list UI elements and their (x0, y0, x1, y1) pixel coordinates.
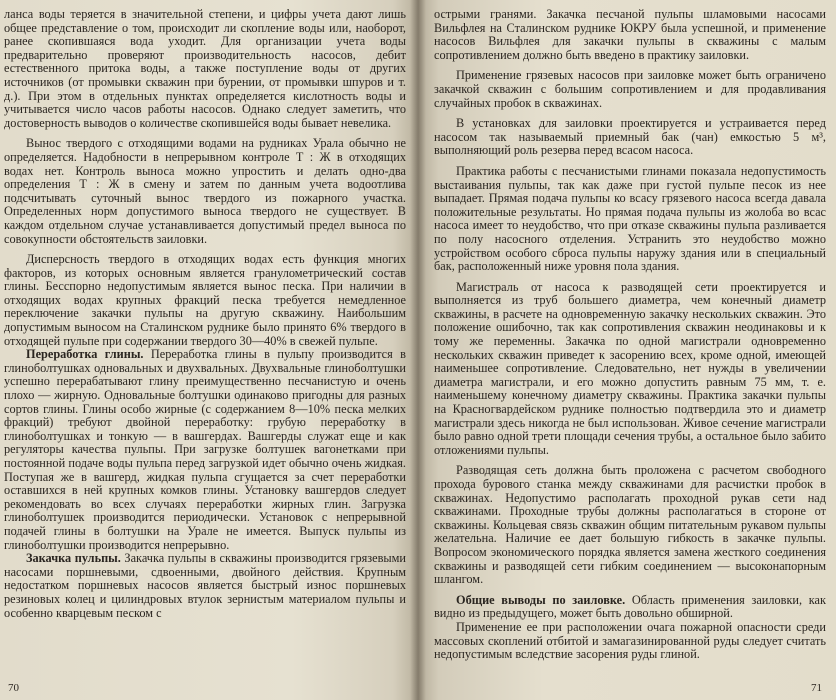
paragraph: Вынос твердого с отходящими водами на рудниках Урала обычно не определяется. Надобности в непрерывном контроле Т : Ж в отходящих водах нет. Контроль выноса можно упростить и делать одно-два определения Т : Ж в смену и затем по данным учета водоотлива подсчитывать суточный вынос твердого из пожарного участка. Определенных норм допустимого выноса твердого не существует. В каждом отдельном случае устанавливается допустимый предел выноса по совокупности обстоятельств заиловки. (4, 136, 406, 246)
paragraph: ланса воды теряется в значительной степени, и цифры учета дают лишь общее представление о том, происходит ли скопление воды или, наоборот, ранее скопившаяся вода уходит. Для организации учета воды предварительно проверяют производительность насосов, дебит естественного притока воды, а также поступление воды от других источников (от промывки скважин при бурении, от промывки шпуров и т. д.). При этом в отдельных пунктах определяется кислотность воды и учитывается число часов работы насосов. Однако следует заметить, что достоверность выводов о количестве скопившейся воды бывает невелика. (4, 7, 406, 130)
paragraph: В установках для заиловки проектируется и устраивается перед насосом так называемый приемный бак (чан) емкостью 5 м³, выполняющий роль резерва перед всасом насоса. (434, 116, 826, 158)
run-in-heading: Общие выводы по заиловке. (456, 592, 626, 607)
page-number: 70 (8, 682, 19, 694)
paragraph: острыми гранями. Закачка песчаной пульпы шламовыми насосами Вильфлея на Сталинском руднике ЮКРУ была успешной, и применение насосов Вильфлея для закачки пульпы в скважины с малым сопротивлением должно быть введено в практику заиловки. (434, 7, 826, 62)
run-in-heading: Закачка пульпы. (26, 551, 121, 566)
paragraph: Применение ее при расположении очага пожарной опасности среди массовых скоплений отбитой и замагазинированной руды следует считать недопустимым вследствие засорения руды глиной. (434, 619, 826, 662)
paragraph: Дисперсность твердого в отходящих водах есть функция многих факторов, из которых основным является гранулометрический состав глины. Бесспорно недопустимым является вынос песка. При наличии в отходящих водах крупных фракций песка требуется немедленное переключение закачки пульпы на другую скважину. Наибольшим допустимым выносом на Сталинском руднике было принято 6% твердого в отходящей пульпе при содержании твердого 30—40% в свежей пульпе. (4, 252, 406, 348)
left-page-text (4, 8, 406, 620)
paragraph: Переработка глины. Переработка глины в пульпу производится в глиноболтушках одновальных и двухвальных. Двухвальные глиноболтушки успешно перерабатывают глину преимущественно песчанистую и очень плохо — жирную. Одновальные болтушки одинаково пригодны для разных сортов глины. Глины особо жирные (с содержанием 8—10% песка мелких фракций) требуют двойной переработку: грубую переработку в глиноболтушках и тонкую — в вашгердах. Вашгерды служат еще и как регуляторы качества пульпы. При загрузке болтушек вагонетками при постоянной подаче воды пульпа перед загрузкой идет обычно очень жидкая. Поступая же в вашгерд, жидкая пульпа сгущается за счет переработки оставшихся в ней крупных комков глины. Установку вашгердов следует рекомендовать во всех случаях переработки жирных глин. Загрузка глиноболтушек производится периодически. Установок с непрерывной подачей глины в болтушки на Урале не имеется. Выпуск пульпы из глиноболтушки производится непрерывно. (4, 347, 406, 552)
paragraph: Закачка пульпы. Закачка пульпы в скважины производится грязевыми насосами поршневыми, сдвоенными, двойного действия. Крупным недостатком поршневых насосов является быстрый износ поршневых резиновых колец и цилиндровых втулок зернистым материалом пульпы и особенно кварцевым песком с (4, 551, 406, 620)
paragraph: Применение грязевых насосов при заиловке может быть ограничено закачкой скважин с большим сопротивлением и для продавливания случайных пробок в скважинах. (434, 68, 826, 110)
run-in-heading: Переработка глины. (26, 347, 144, 362)
page-number: 71 (811, 682, 822, 694)
paragraph: Общие выводы по заиловке. Область применения заиловки, как видно из предыдущего, может быть довольно обширной. (434, 592, 826, 621)
right-page (418, 0, 836, 700)
right-page-text (434, 8, 826, 662)
paragraph: Практика работы с песчанистыми глинами показала недопустимость выстаивания пульпы, так как даже при густой пульпе песок из нее выпадает. Прямая подача пульпы ко всасу грязевого насоса всегда давала положительные результаты. Но прямая подача пульпы из жолоба во всас насоса имеет то неудобство, что при отказе скважины пульпа разливается по полу насосного отделения. Устранить это неудобство можно устройством особого сброса пульпы наружу здания или в специальный бак, расположенный ниже уровня пола здания. (434, 163, 826, 274)
paragraph: Магистраль от насоса к разводящей сети проектируется и выполняется из труб большего диаметра, чем конечный диаметр скважины, в расчете на одновременную закачку нескольких скважин. Это положение ошибочно, так как сопротивления скважин неодинаковы и к тому же переменны. Закачка по одной магистрали одновременно нескольких скважин приведет к засорению всех, кроме одной, имеющей наименьшее сопротивление. Следовательно, нет нужды в увеличении диаметра магистрали, и его можно допустить равным 75 мм, т. е. наименьшему конечному диаметру скважины. Практика закачки пульпы на Красногвардейском руднике полностью подтвердила это и диаметр магистрали здесь никогда не был использован. Живое сечение магистрали было равно одной трети площади сечения трубы, а остальное было забито отложениями пульпы. (434, 279, 826, 457)
paragraph: Разводящая сеть должна быть проложена с расчетом свободного прохода бурового станка между скважинами для расчистки пробок в скважинах. Недопустимо располагать проходной рукав сети над скважинами. Проходные трубы должны располагаться в стороне от скважины. Кольцевая связь скважин общим питательным рукавом пульпы желательна. Наличие ее дает большую гибкость в закачке пульпы. Вопросом экономического порядка является замена жесткого соединения скважины и разводящей сети гибким соединением — высоконапорным шлангом. (434, 463, 826, 587)
